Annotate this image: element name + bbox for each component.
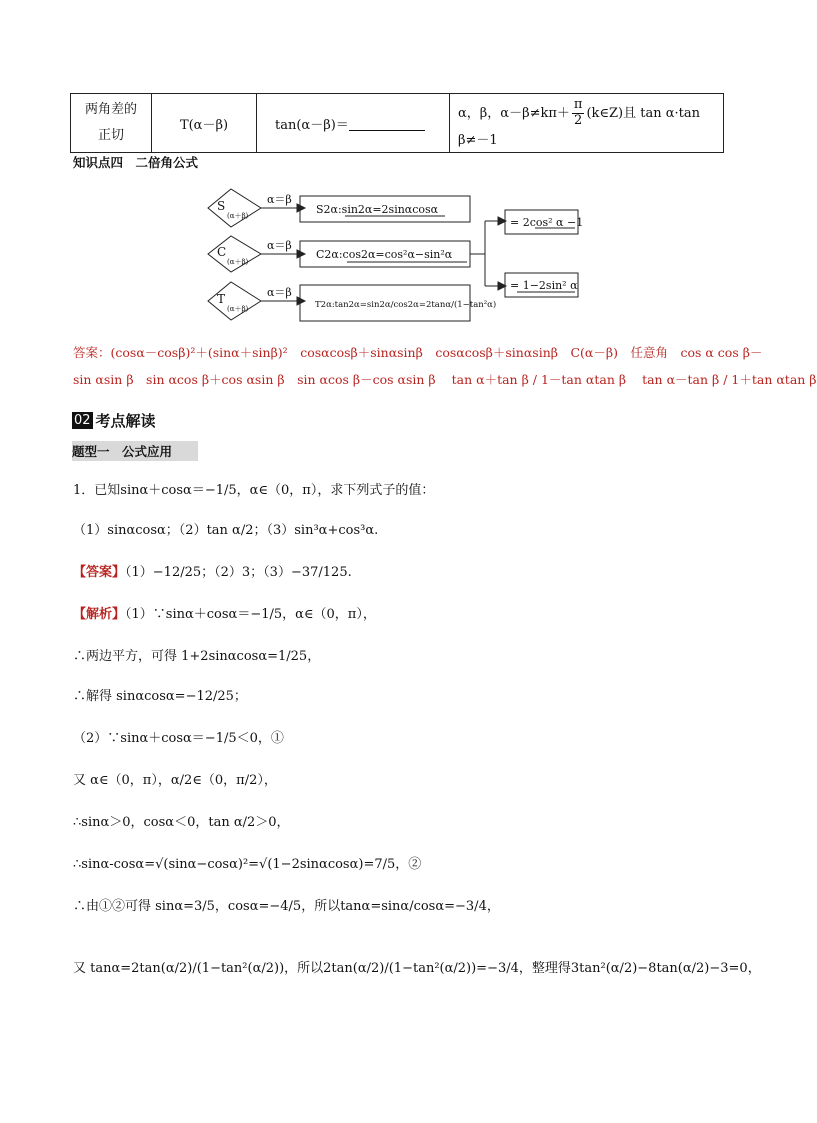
question-1: 1．已知sinα＋cosα＝−1/5，α∈（0，π），求下列式子的值： [73,483,435,498]
diamond-s-label: S [217,199,226,213]
analysis-line-5: ∴sinα＞0，cosα＜0，tan α/2＞0， [73,815,290,830]
s2a-formula: S2α:sin2α=2sinαcosα [316,203,439,216]
name-line2: 正切 [97,128,124,143]
diamond-t-label: T [217,292,226,306]
formula-text: tan(α－β)＝ [275,117,349,133]
analysis-line-4: 又 α∈（0，π），α/2∈（0，π/2）， [73,773,277,788]
diamond-c-sub: (α＋β) [227,258,249,266]
answer-section [73,561,352,580]
type-title: 题型一 公式应用 [72,441,198,461]
condition-t: α＝β [267,286,292,299]
answer-text-1: (cosα－cosβ)²＋(sinα＋sinβ)² cosαcosβ＋sinαsinβ cosαcosβ＋sinαsinβ C(α－β) 任意角 cos α cos β－ [110,345,763,360]
condition-c: α＝β [267,239,292,252]
diamond-t [208,282,261,320]
table-row [71,94,724,153]
analysis-line-1: ∴两边平方，可得 1+2sinαcosα=1/25， [73,649,321,664]
kd-title: 考点解读 [95,412,156,430]
analysis-line-7: ∴由①②可得 sinα=3/5，cosα=−4/5，所以tanα=sinα/cosα=−3/4， [73,899,500,914]
double-angle-diagram [205,186,585,326]
answer-q1: （1）−12/25；（2）3；（3）−37/125. [125,565,352,580]
name-line1: 两角差的 [84,102,137,117]
answer-label: 答案： [73,345,111,360]
answer-text-2: sin αsin β sin αcos β＋cos αsin β sin αcos β－cos αsin β [73,372,436,387]
condition-prefix: α，β，α－β≠kπ＋ [458,106,570,121]
analysis-tag: 【解析】 [73,607,126,622]
table-cell-symbol: T(α－β) [152,94,257,153]
analysis-line-0: 【解析】（1）∵sinα＋cosα＝−1/5，α∈（0，π）， [73,607,376,622]
table-cell-name [71,94,152,153]
diamond-c [208,236,261,272]
answer-line-2 [73,370,817,388]
question-1-parts: （1）sinαcosα；（2）tan α/2；（3）sin³α+cos³α. [73,523,379,538]
answer-line-1 [73,343,762,361]
kd-number: 02 [74,413,91,428]
diamond-c-label: C [217,245,227,259]
formula-table [70,93,724,153]
table-cell-condition [450,94,724,153]
diamond-s-sub: (α＋β) [227,212,249,220]
t2a-formula: T2α:tan2α=sin2α/cos2α=2tanα/(1−tan²α) [315,300,497,310]
analysis-line-8: 又 tanα=2tan(α/2)/(1−tan²(α/2))，所以2tan(α/2)/(1−tan²(α/2))=−3/4，整理得3tan²(α/2)−8tan(α/2)−3=0， [73,961,761,976]
answer-frac-1: tan α＋tan β / 1－tan αtan β [451,372,627,387]
kd-header [72,410,156,431]
answer-tag: 【答案】 [73,565,126,580]
table-cell-formula [257,94,450,153]
diamond-s [208,189,261,227]
c2a-formula: C2α:cos2α=cos²α−sin²α [316,248,453,261]
condition-suffix: (k∈Z)且 tan α·tan β≠－1 [458,106,701,148]
diamond-t-sub: (α＋β) [227,305,249,313]
answer-frac-2: tan α－tan β / 1＋tan αtan β [642,372,817,387]
cos-alt2: = 1−2sin² α [510,279,578,292]
section-title: 知识点四 二倍角公式 [73,155,199,170]
condition-s: α＝β [267,193,292,206]
condition-fraction: $\frac{\pi}{2}$ [573,97,583,128]
analysis-line-2: ∴解得 sinαcosα=−12/25； [73,689,247,704]
analysis-line-3: （2）∵sinα＋cosα＝−1/5＜0，① [73,731,284,746]
cos-alt1: = 2cos² α −1 [510,216,584,229]
analysis-line-6: ∴sinα-cosα=√(sinα−cosα)²=√(1−2sinαcosα)=7/5，② [73,857,422,872]
formula-blank [349,130,425,131]
